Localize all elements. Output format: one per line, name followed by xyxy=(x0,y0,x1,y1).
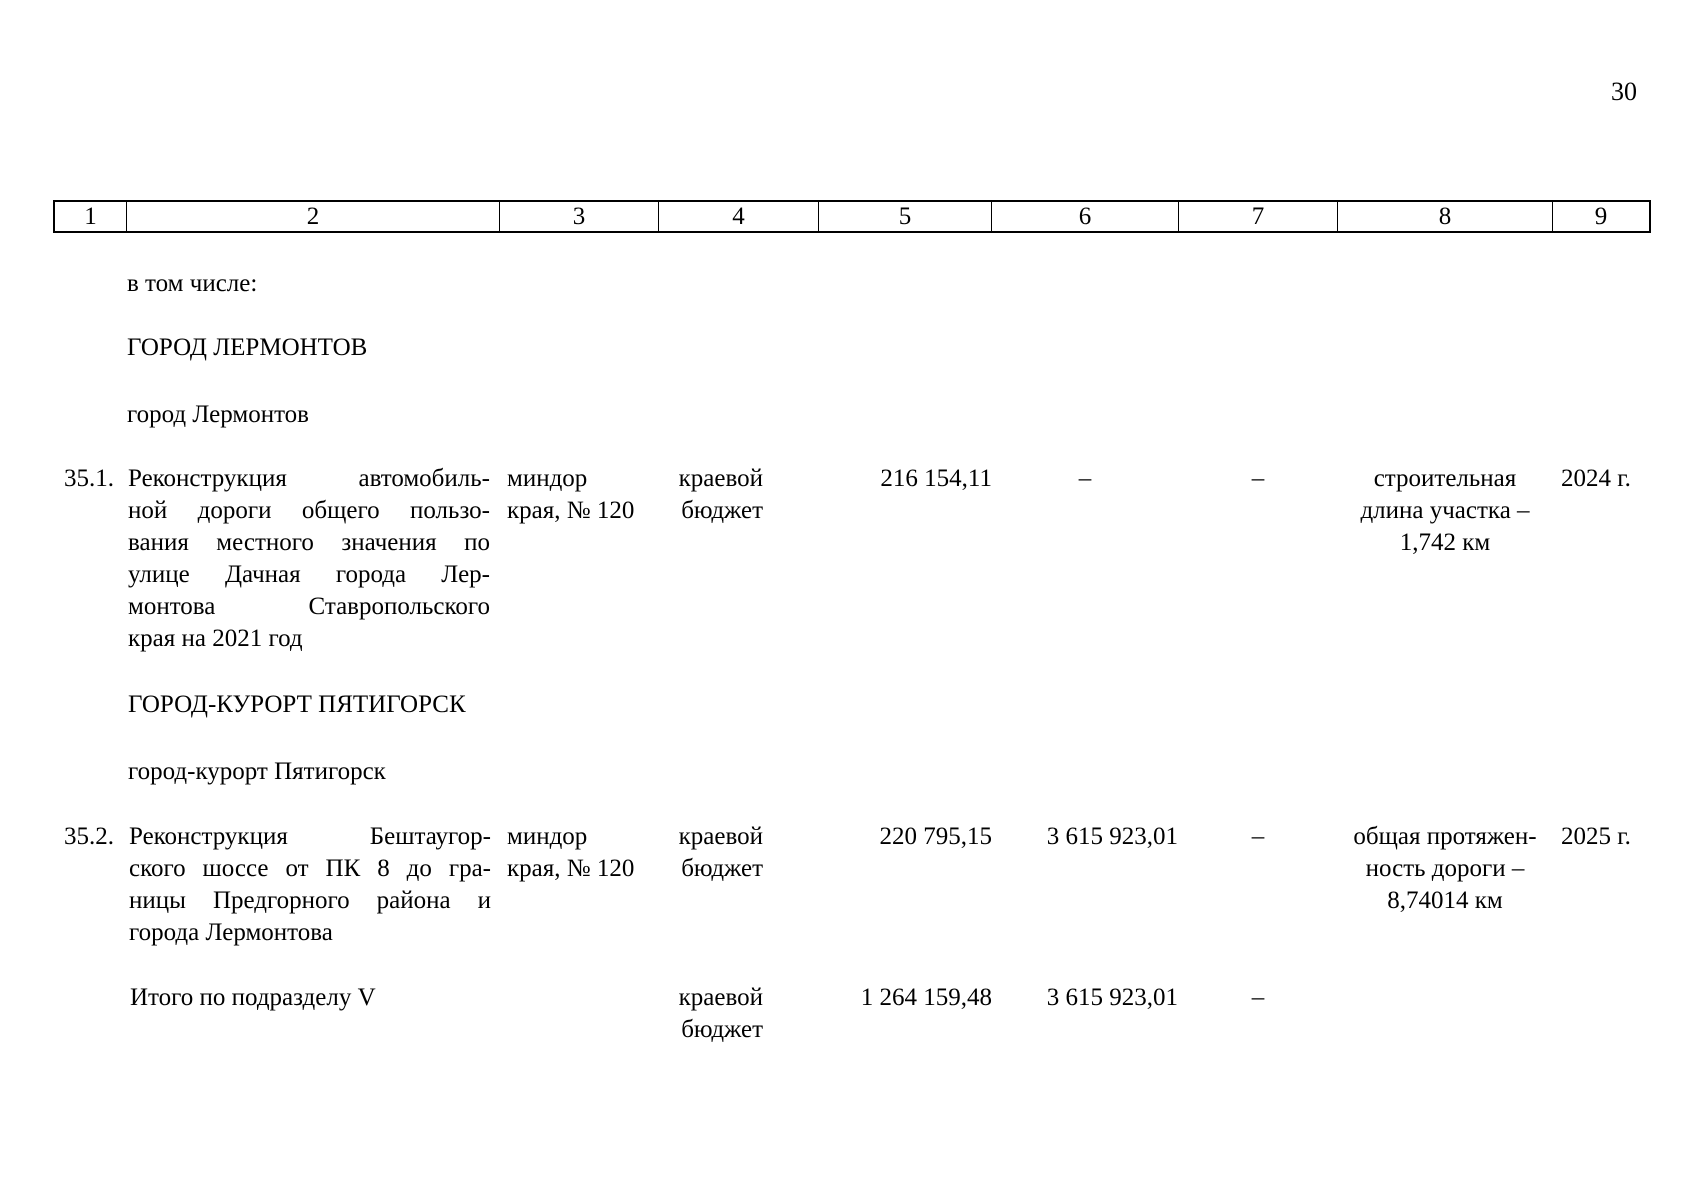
row-funding-source xyxy=(663,821,763,885)
subtotal-col6-amount: 3 615 923,01 xyxy=(1046,984,1178,1011)
description-line: Реконструкция автомобиль- xyxy=(128,465,490,492)
source-line: бюджет xyxy=(681,855,763,882)
customer-line: миндор xyxy=(507,465,588,492)
source-line: бюджет xyxy=(681,497,763,524)
description-line: города Лермонтова xyxy=(129,919,333,946)
description-line: улице Дачная города Лер- xyxy=(128,561,490,588)
description-line: ной дороги общего пользо- xyxy=(128,497,490,524)
row-col6-amount: – xyxy=(1078,465,1092,492)
row-col8-indicator xyxy=(1340,463,1550,559)
description-line: ского шоссе от ПК 8 до гра- xyxy=(129,855,491,882)
header-col-4: 4 xyxy=(659,202,819,231)
header-col-3: 3 xyxy=(500,202,659,231)
row-description xyxy=(128,463,490,655)
indicator-line: общая протяжен- xyxy=(1353,823,1537,850)
row-col8-indicator xyxy=(1338,821,1552,917)
row-col7-amount: – xyxy=(1251,465,1265,492)
region-heading-lermontov: ГОРОД ЛЕРМОНТОВ xyxy=(127,334,368,361)
indicator-line: 1,742 км xyxy=(1399,529,1491,556)
including-label: в том числе: xyxy=(127,270,258,297)
source-line: краевой xyxy=(678,823,763,850)
source-line: бюджет xyxy=(681,1016,763,1043)
header-col-9: 9 xyxy=(1594,203,1608,230)
table-header xyxy=(53,200,1651,233)
row-funding-source xyxy=(663,463,763,527)
header-col-8: 8 xyxy=(1338,202,1553,231)
row-col5-amount: 220 795,15 xyxy=(879,823,992,850)
header-col-7: 7 xyxy=(1179,202,1338,231)
customer-line: края, № 120 xyxy=(507,855,635,882)
municipality-lermontov: город Лермонтов xyxy=(127,401,309,428)
row-col9-year: 2025 г. xyxy=(1561,823,1631,850)
source-line: краевой xyxy=(678,984,763,1011)
subtotal-col7-amount: – xyxy=(1251,984,1265,1011)
subtotal-col5-amount: 1 264 159,48 xyxy=(860,984,992,1011)
row-number: 35.1. xyxy=(64,465,114,492)
header-col-1: 1 xyxy=(55,202,127,231)
region-heading-pyatigorsk: ГОРОД-КУРОРТ ПЯТИГОРСК xyxy=(128,691,466,718)
row-col7-amount: – xyxy=(1251,823,1265,850)
subtotal-funding-source xyxy=(663,982,763,1046)
row-customer xyxy=(507,463,634,527)
indicator-line: 8,74014 км xyxy=(1387,887,1503,914)
row-col9-year: 2024 г. xyxy=(1561,465,1631,492)
description-line: края на 2021 год xyxy=(128,625,303,652)
description-line: вания местного значения по xyxy=(128,529,490,556)
row-customer xyxy=(507,821,634,885)
source-line: краевой xyxy=(678,465,763,492)
header-col-5: 5 xyxy=(819,202,992,231)
row-col5-amount: 216 154,11 xyxy=(880,465,992,492)
municipality-pyatigorsk: город-курорт Пятигорск xyxy=(128,758,386,785)
header-col-6: 6 xyxy=(992,202,1179,231)
page-number: 30 xyxy=(1611,77,1637,106)
indicator-line: ность дороги – xyxy=(1365,855,1525,882)
row-number: 35.2. xyxy=(64,823,114,850)
row-col6-amount: 3 615 923,01 xyxy=(1046,823,1178,850)
header-col-2: 2 xyxy=(127,202,500,231)
description-line: монтова Ставропольского xyxy=(128,593,490,620)
description-line: Реконструкция Бештаугор- xyxy=(129,823,491,850)
row-description xyxy=(129,821,491,949)
subtotal-label: Итого по подразделу V xyxy=(130,984,376,1011)
customer-line: миндор xyxy=(507,823,588,850)
indicator-line: строительная xyxy=(1373,465,1517,492)
indicator-line: длина участка – xyxy=(1360,497,1530,524)
customer-line: края, № 120 xyxy=(507,497,635,524)
description-line: ницы Предгорного района и xyxy=(129,887,491,914)
